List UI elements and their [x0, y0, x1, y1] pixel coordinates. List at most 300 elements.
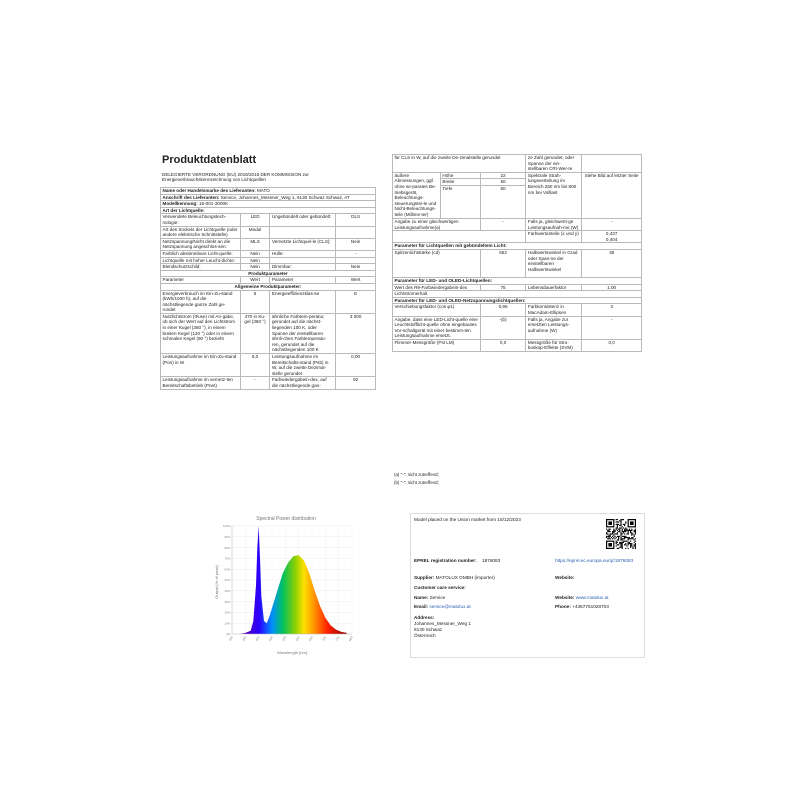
address-line-1: Johannes_Messner_Weg 1 [414, 621, 471, 626]
cell [393, 231, 526, 243]
qr-module [628, 533, 629, 534]
qr-module [630, 547, 631, 548]
qr-module [607, 530, 608, 531]
light-source-heading: Art der Lichtquelle: [161, 207, 376, 214]
qr-module [613, 529, 614, 530]
qr-module [623, 541, 624, 542]
y-tick-label: 30% [224, 599, 231, 604]
column-header: Parameter [161, 277, 241, 284]
cell: ze Zahl gerundet, oder Spanne der ein-stellbaren CRI-Wer-te [526, 155, 582, 173]
qr-module [628, 532, 629, 533]
qr-module [628, 530, 629, 531]
qr-module [620, 543, 621, 544]
qr-module [616, 543, 617, 544]
equiv-right-value: - [582, 218, 642, 230]
life-value: 1,00 [582, 284, 642, 291]
qr-module [613, 532, 614, 533]
cell: LED [240, 214, 270, 226]
qr-module [624, 533, 625, 534]
website-link[interactable]: www.matolux.at [575, 595, 609, 600]
qr-module [634, 539, 635, 540]
qr-module [632, 533, 633, 534]
qr-module [631, 545, 632, 546]
qr-module [617, 542, 618, 543]
qr-module [622, 539, 623, 540]
svm-value: 0,0 [582, 339, 642, 351]
email-link[interactable]: service@matolux.at [429, 604, 471, 609]
general-params-heading: Allgemeine Produktparameter: [161, 283, 376, 290]
qr-module [620, 521, 621, 522]
led-mains-heading: Parameter für LED- und OLED-Netzspannungslichtquellen: [393, 297, 642, 304]
qr-module [619, 543, 620, 544]
table-row [393, 249, 642, 277]
x-axis-ticks [228, 635, 354, 642]
qr-module [612, 536, 613, 537]
qr-module [631, 543, 632, 544]
qr-module [624, 525, 625, 526]
qr-module [622, 529, 623, 530]
website-label: Website: [555, 575, 575, 580]
x-tick-label: 700 [321, 635, 328, 642]
qr-module [632, 538, 633, 539]
address-line-2: 6130 Schwaz [414, 627, 443, 632]
qr-module [630, 538, 631, 539]
chroma-label: Farbwertanteile (x und y) [526, 231, 582, 243]
qr-module [625, 536, 626, 537]
page-title: Produktdatenblatt [162, 154, 257, 166]
qr-module [608, 536, 609, 537]
qr-module [629, 529, 630, 530]
phone-label: Phone: [555, 604, 571, 609]
cell: Nein [240, 264, 270, 271]
qr-module [610, 529, 611, 530]
qr-module [631, 538, 632, 539]
qr-module [631, 532, 632, 533]
table-row [393, 304, 642, 316]
qr-module [617, 548, 618, 549]
column-header: Wert [336, 277, 376, 284]
qr-module [607, 536, 608, 537]
qr-module [622, 542, 623, 543]
qr-module [608, 538, 609, 539]
table-row [161, 377, 376, 389]
qr-module [623, 527, 624, 528]
qr-module [622, 536, 623, 537]
email-label: Email: [414, 604, 429, 609]
qr-module [631, 533, 632, 534]
right-table [392, 154, 642, 352]
flicker-value: 0,0 [480, 339, 526, 351]
qr-module [623, 532, 624, 533]
qr-module [618, 548, 619, 549]
cell [270, 257, 336, 264]
cell: Vernetzte Lichtquel-le (CLS): [270, 238, 336, 250]
y-tick-label: 90% [224, 535, 231, 539]
cell: Blendschutzschild: [161, 264, 241, 271]
x-tick-label: 600 [294, 635, 301, 642]
r9-value: 75 [480, 284, 526, 291]
replace-label: Angabe, dass eine LED-Licht-quelle eine Leuchtstofflicht-quelle ohne eingebautes Vor-schaltgerät mit einer bestimm-ten Leistungsaufnahme ersetzt. [393, 316, 481, 339]
qr-module [618, 531, 619, 532]
qr-module [619, 530, 620, 531]
equiv-label: Angabe zu einer gleichwertigen Leistungsaufnahme(a) [393, 218, 481, 230]
cell: - [336, 250, 376, 257]
qr-module [629, 530, 630, 531]
dim-width-label: Breite [440, 179, 480, 186]
cell: Energieeffizienzklas-se [270, 290, 336, 313]
x-tick-label: 550 [281, 635, 288, 642]
x-axis-label: Wavelength [nm] [277, 650, 307, 655]
x-tick-label: 400 [241, 635, 248, 642]
table-row [161, 264, 376, 271]
qr-module [613, 531, 614, 532]
qr-module [619, 527, 620, 528]
footnote-b: (b) "-": nicht zutreffend; [394, 480, 439, 485]
supplier-label: Supplier: [414, 575, 435, 580]
qr-module [634, 530, 635, 531]
qr-module [623, 538, 624, 539]
cell: Netzspannung/Nicht direkt an die Netzspannung angeschlos-sen: [161, 238, 241, 250]
replace-right-value: - [582, 316, 642, 339]
qr-module [624, 524, 625, 525]
qr-module [622, 545, 623, 546]
qr-module [635, 544, 636, 545]
qr-module [635, 530, 636, 531]
table-row [393, 316, 642, 339]
qr-module [616, 541, 617, 542]
y-tick-label: 70% [224, 556, 231, 561]
qr-module [608, 535, 609, 536]
qr-module [628, 531, 629, 532]
qr-module [613, 535, 614, 536]
cell: für CLS in W, auf die zweite De-zimalstelle gerundet [393, 155, 526, 173]
cell: Modul [240, 226, 270, 238]
qr-module [630, 532, 631, 533]
qr-module [628, 544, 629, 545]
qr-module [617, 532, 618, 533]
qr-module [625, 531, 626, 532]
qr-module [628, 548, 629, 549]
name-label: Name: [414, 595, 429, 600]
beam-label: Halbwertswinkel in Grad oder Span-ne der einstellbaren Halbwertswinkel [526, 249, 582, 277]
svm-label: Messgröße für Stro-boskop-Effekte (SVM) [526, 339, 582, 351]
name-value: Service [429, 595, 446, 600]
qr-module [620, 523, 621, 524]
qr-module [635, 531, 636, 532]
table-row [161, 313, 376, 353]
qr-module [620, 542, 621, 543]
equiv-right-label: Falls ja, gleichwerti-ge Leistungsaufnah-me (W) [526, 218, 582, 230]
qr-module [619, 529, 620, 530]
x-tick-label: 800 [347, 635, 354, 642]
cell: Hülle: [270, 250, 336, 257]
qr-module [630, 521, 634, 525]
x-tick-label: 750 [334, 635, 341, 642]
qr-module [634, 542, 635, 543]
qr-module [620, 527, 621, 528]
qr-module [624, 537, 625, 538]
qr-module [624, 529, 625, 530]
equiv-value: - [480, 218, 526, 230]
qr-module [624, 531, 625, 532]
qr-module [616, 529, 617, 530]
qr-module [613, 530, 614, 531]
cell: E [336, 290, 376, 313]
qr-module [626, 530, 627, 531]
cell [582, 155, 642, 173]
qr-module [631, 535, 632, 536]
qr-module [629, 537, 630, 538]
qr-module [620, 533, 621, 534]
qr-module [610, 531, 611, 532]
qr-module [620, 524, 621, 525]
table-row [161, 238, 376, 250]
qr-module [629, 542, 630, 543]
qr-module [635, 545, 636, 546]
qr-module [623, 542, 624, 543]
table-row [161, 354, 376, 377]
qr-module [623, 524, 624, 525]
qr-module [610, 533, 611, 534]
qr-module [619, 542, 620, 543]
cell: MLS [240, 238, 270, 250]
regulation-text: DELEGIERTE VERORDNUNG (EU) 2019/2015 DER KOMMISSION zur Energieverbrauchskennzeichnung von Lichtquellen [162, 172, 309, 183]
qr-module [635, 533, 636, 534]
qr-module [617, 544, 618, 545]
cell: Energieverbrauch im Ein-Zu-stand (kWh/1000 h), auf die nächstliegende ganze Zahl ge-rundet [161, 290, 241, 313]
qr-module [625, 527, 626, 528]
qr-module [616, 533, 617, 534]
table-row [393, 172, 642, 179]
cell [336, 257, 376, 264]
qr-module [614, 533, 615, 534]
qr-module [620, 520, 621, 521]
qr-module [617, 519, 618, 520]
supplier-value: MATOLUX GMBH (importer) [435, 575, 495, 580]
qr-module [617, 527, 618, 528]
qr-module [635, 548, 636, 549]
table-row [161, 250, 376, 257]
qr-module [620, 532, 621, 533]
chart-title: Spectral Power distribution [256, 516, 316, 522]
qr-module [635, 547, 636, 548]
maint-label: Lichtstromerhalt [393, 291, 642, 298]
dim-height-label: Höhe [440, 172, 480, 179]
cell: Ungebündelt oder gebündelt: [270, 214, 336, 226]
qr-module [608, 543, 612, 547]
table-row [161, 226, 376, 238]
qr-module [618, 524, 619, 525]
qr-module [619, 531, 620, 532]
qr-module [612, 531, 613, 532]
cell: Nutzlichtstrom (Φuse) mit An-gabe, ob sich der Wert auf den Lichtstrom in einer Kugel (360 °), in einem breiten Kegel (120 °) oder in einem schmalen Kegel (90 °) bezieht [161, 313, 241, 353]
peak-value: 652 [480, 249, 526, 277]
qr-module [635, 543, 636, 544]
qr-module [614, 530, 615, 531]
qr-module [616, 519, 617, 520]
qr-module [618, 544, 619, 545]
qr-module [608, 531, 609, 532]
qr-module [629, 538, 630, 539]
qr-module [612, 533, 613, 534]
qr-module [622, 526, 623, 527]
footnote-a: (a) "-": nicht zutreffend; [394, 472, 439, 477]
peak-label: Spitzenlichtstärke (cd) [393, 249, 481, 277]
qr-module [634, 535, 635, 536]
cell: 470 in Ku-gel (360 °) [240, 313, 270, 353]
qr-module [628, 537, 629, 538]
qr-module [610, 536, 611, 537]
qr-module [635, 538, 636, 539]
directional-heading: Parameter für Lichtquellen mit gebündeltem Licht: [393, 243, 642, 250]
table-row [393, 339, 642, 351]
replace-right-label: Falls ja, Angabe zur ersetzten Leistungs-aufnahme (W) [526, 316, 582, 339]
qr-module [631, 537, 632, 538]
qr-module [630, 544, 631, 545]
qr-module [620, 525, 621, 526]
qr-module [620, 538, 621, 539]
table-row [161, 257, 376, 264]
qr-module [630, 543, 631, 544]
qr-module [606, 537, 607, 538]
qr-module [620, 537, 621, 538]
qr-module [618, 521, 619, 522]
life-label: Lebensdauerfaktor [526, 284, 582, 291]
dim-depth-value: 50 [480, 185, 526, 218]
qr-module [626, 529, 627, 530]
replace-value: -(b) [480, 316, 526, 339]
qr-module [625, 530, 626, 531]
qr-module [616, 527, 617, 528]
cell: Leistungsaufnahme im Ein-Zu-stand (Pon) in W [161, 354, 241, 377]
qr-module [617, 530, 618, 531]
y-axis-ticks [223, 524, 231, 636]
cell: Nein [240, 250, 270, 257]
qr-module [620, 544, 621, 545]
qr-module [625, 523, 626, 524]
cell: Nein [336, 238, 376, 250]
qr-module [624, 530, 625, 531]
qr-module [626, 545, 627, 546]
beam-value: 38 [582, 249, 642, 277]
qr-module [634, 545, 635, 546]
left-table [160, 187, 376, 390]
qr-module [625, 541, 626, 542]
qr-module [623, 536, 624, 537]
qr-module [618, 537, 619, 538]
qr-module [625, 537, 626, 538]
qr-module [614, 538, 615, 539]
pf-value: 0,96 [480, 304, 526, 316]
qr-module [608, 529, 609, 530]
x-tick-label: 350 [227, 635, 234, 642]
qr-module [606, 532, 607, 533]
table-row [393, 218, 642, 230]
qr-module [635, 541, 636, 542]
color-cons-value: 3 [582, 304, 642, 316]
qr-module [616, 542, 617, 543]
qr-module [608, 537, 609, 538]
qr-module [622, 519, 623, 520]
phone-value: +4367761028703 [572, 604, 609, 609]
cell: - [240, 377, 270, 389]
qr-module [607, 533, 608, 534]
qr-module [625, 529, 626, 530]
spectrum-chart [212, 512, 360, 658]
qr-code-icon[interactable] [606, 519, 636, 549]
cell: 0,00 [336, 354, 376, 377]
qr-module [634, 536, 635, 537]
led-heading: Parameter für LED- und OLED-Lichtquellen: [393, 277, 642, 284]
qr-module [632, 547, 633, 548]
y-axis-label: Output (% of peak) [214, 565, 219, 599]
qr-module [617, 533, 618, 534]
qr-module [634, 544, 635, 545]
qr-module [626, 541, 627, 542]
qr-module [630, 541, 631, 542]
table-header-row [161, 277, 376, 284]
cell: 3 000 [336, 313, 376, 353]
qr-module [622, 531, 623, 532]
qr-module [611, 533, 612, 534]
qr-module [619, 536, 620, 537]
model-value: 15-001-3000K [199, 201, 229, 207]
spectral-label: Spektrale Strah-lungsverteilung im Bereich 250 nm bis 800 nm bei Volllast [526, 172, 582, 218]
qr-module [620, 545, 621, 546]
qr-module [617, 536, 618, 537]
dimensions-label: äußere Abmessungen, ggf. ohne se-parates Be-triebsgerät, Beleuchtungs-steuerungstei-le und Nicht-Beleuchtungs-teile (Millime-ter) [393, 172, 441, 218]
qr-module [610, 535, 611, 536]
table-row [161, 290, 376, 313]
qr-module [635, 532, 636, 533]
qr-module [614, 536, 615, 537]
qr-module [620, 539, 621, 540]
qr-module [625, 548, 626, 549]
cell: DLS [336, 214, 376, 226]
spectrum-svg [212, 512, 360, 658]
qr-module [607, 531, 608, 532]
qr-module [617, 524, 618, 525]
y-tick-label: 40% [224, 589, 231, 593]
qr-module [610, 538, 611, 539]
qr-module [623, 519, 624, 520]
qr-module [628, 542, 629, 543]
cell: Nein [336, 264, 376, 271]
y-tick-label: 20% [224, 610, 231, 615]
qr-module [606, 533, 607, 534]
cell [270, 226, 336, 238]
table-row [393, 284, 642, 291]
x-tick-label: 650 [307, 635, 314, 642]
reg-value: 1876083 [482, 558, 501, 563]
qr-module [620, 547, 621, 548]
qr-module [630, 531, 631, 532]
supplier-name-value: MATO [256, 188, 270, 193]
dim-depth-label: Tiefe [440, 185, 480, 218]
model-label: Modellkennung: [162, 201, 198, 207]
y-tick-label: 100% [222, 524, 231, 529]
qr-module [616, 524, 617, 525]
table-row [393, 231, 642, 243]
column-header: Wert [240, 277, 270, 284]
qr-module [620, 535, 621, 536]
cell: Dimmbar: [270, 264, 336, 271]
qr-module [629, 543, 630, 544]
cell: 5 [240, 290, 270, 313]
eprel-link[interactable]: https://eprel.ec.europa.eu/qr/1876083 [555, 558, 634, 563]
cell: Leistungsaufnahme im vernetz-ten Bereitschaftsbetrieb (Pnet) [161, 377, 241, 389]
qr-module [619, 547, 620, 548]
